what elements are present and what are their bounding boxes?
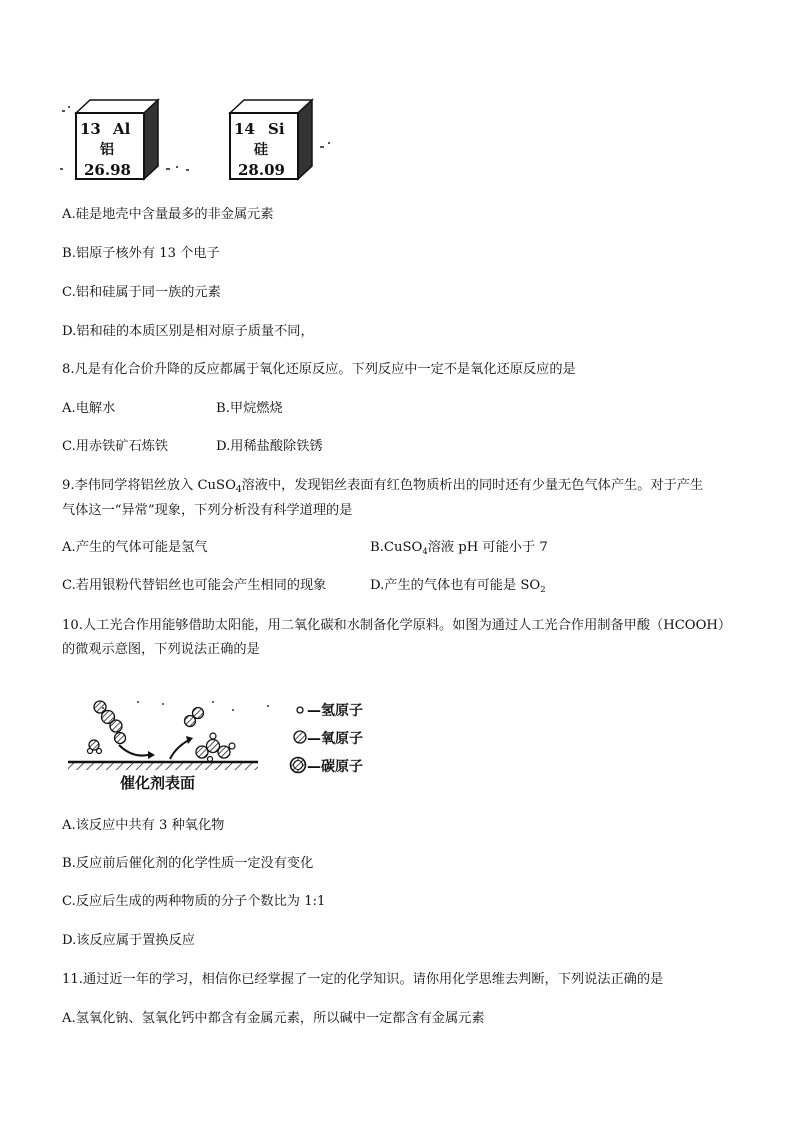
tile-si: [230, 100, 312, 179]
q9-option-d-sub: 2: [540, 585, 546, 595]
q9-stem-line2: 气体这一“异常”现象，下列分析没有科学道理的是: [62, 503, 353, 518]
q8-option-b: B.甲烷燃烧: [216, 401, 283, 416]
q7-option-c: C.铝和硅属于同一族的元素: [62, 285, 221, 300]
co2-molecule: [94, 701, 126, 744]
tile-si-number: 14: [234, 120, 255, 138]
q8-option-a: A.电解水: [62, 401, 116, 416]
reaction-diagram-svg: [62, 695, 392, 795]
q9-option-b: [370, 539, 548, 558]
tile-al-number: 13: [80, 120, 101, 138]
q9-option-b-pre: B.CuSO: [370, 540, 423, 555]
q9-option-d-pre: D.产生的气体也有可能是 SO: [370, 578, 541, 593]
reaction-arrows: [119, 736, 193, 759]
q7-option-b: B.铝原子核外有 13 个电子: [62, 246, 220, 261]
q7-option-a: A.硅是地壳中含量最多的非金属元素: [62, 207, 274, 222]
legend-hydrogen-swatch: [297, 707, 303, 713]
q9-option-b-sub: 4: [422, 547, 428, 557]
tile-al-symbol: Al: [113, 120, 131, 138]
tile-si-symbol: Si: [268, 120, 285, 138]
q10-option-d: D.该反应属于置换反应: [62, 933, 195, 948]
o2-molecule: [185, 708, 204, 727]
q8-stem: 8.凡是有化合价升降的反应都属于氧化还原反应。下列反应中一定不是氧化还原反应的是: [62, 362, 576, 377]
q9-stem-line1-post: 溶液中，发现铝丝表面有红色物质析出的同时还有少量无色气体产生。对于产生: [241, 478, 704, 493]
q9-stem-line1-pre: 9.李伟同学将铝丝放入 CuSO: [62, 478, 236, 493]
legend-hydrogen-label: —氢原子: [307, 703, 363, 719]
q8-option-d: D.用稀盐酸除铁锈: [216, 439, 323, 454]
element-tiles-figure: [58, 96, 338, 182]
q9-option-d: [370, 577, 546, 596]
tile-al-mass: 26.98: [84, 161, 131, 179]
legend-oxygen-swatch: [294, 731, 306, 743]
q10-option-b: B.反应前后催化剂的化学性质一定没有变化: [62, 856, 314, 871]
q10-option-c: C.反应后生成的两种物质的分子个数比为 1:1: [62, 894, 326, 909]
q10-option-a: A.该反应中共有 3 种氧化物: [62, 818, 225, 833]
q10-stem-line1: 10.人工光合作用能够借助太阳能，用二氧化碳和水制备化学原料。如图为通过人工光合作用制备甲酸（HCOOH）: [62, 618, 732, 633]
element-tiles-svg: [58, 96, 338, 182]
scan-noise: [102, 701, 269, 711]
catalyst-surface: [68, 762, 258, 770]
q9-stem-line1-sub: 4: [235, 485, 242, 495]
legend-carbon-label: —碳原子: [307, 759, 363, 775]
q7-option-d: D.铝和硅的本质区别是相对原子质量不同，: [62, 324, 314, 339]
q11-option-a: A.氢氧化钠、氢氧化钙中都含有金属元素，所以碱中一定都含有金属元素: [62, 1011, 485, 1026]
q8-option-c: C.用赤铁矿石炼铁: [62, 439, 169, 454]
legend-oxygen-label: —氧原子: [307, 731, 363, 747]
tile-si-name: 硅: [254, 142, 268, 158]
legend-carbon-swatch: [291, 758, 306, 773]
catalyst-surface-label: 催化剂表面: [120, 774, 196, 792]
formic-acid-molecule: [196, 733, 235, 762]
q9-stem-line1: [62, 477, 703, 496]
tile-al-name: 铝: [100, 142, 114, 158]
q9-option-a: A.产生的气体可能是氢气: [62, 540, 208, 555]
tile-si-mass: 28.09: [238, 161, 285, 179]
q9-option-b-post: 溶液 pH 可能小于 7: [427, 540, 548, 555]
q10-stem-line2: 的微观示意图，下列说法正确的是: [62, 642, 260, 657]
legend: [291, 702, 364, 775]
water-molecule: [88, 740, 102, 754]
tile-al: [76, 100, 158, 179]
q9-option-c: C.若用银粉代替铝丝也可能会产生相同的现象: [62, 578, 327, 593]
q11-stem: 11.通过近一年的学习，相信你已经掌握了一定的化学知识。请你用化学思维去判断，下列说法正确的是: [62, 972, 664, 987]
reaction-diagram-figure: [62, 695, 392, 795]
